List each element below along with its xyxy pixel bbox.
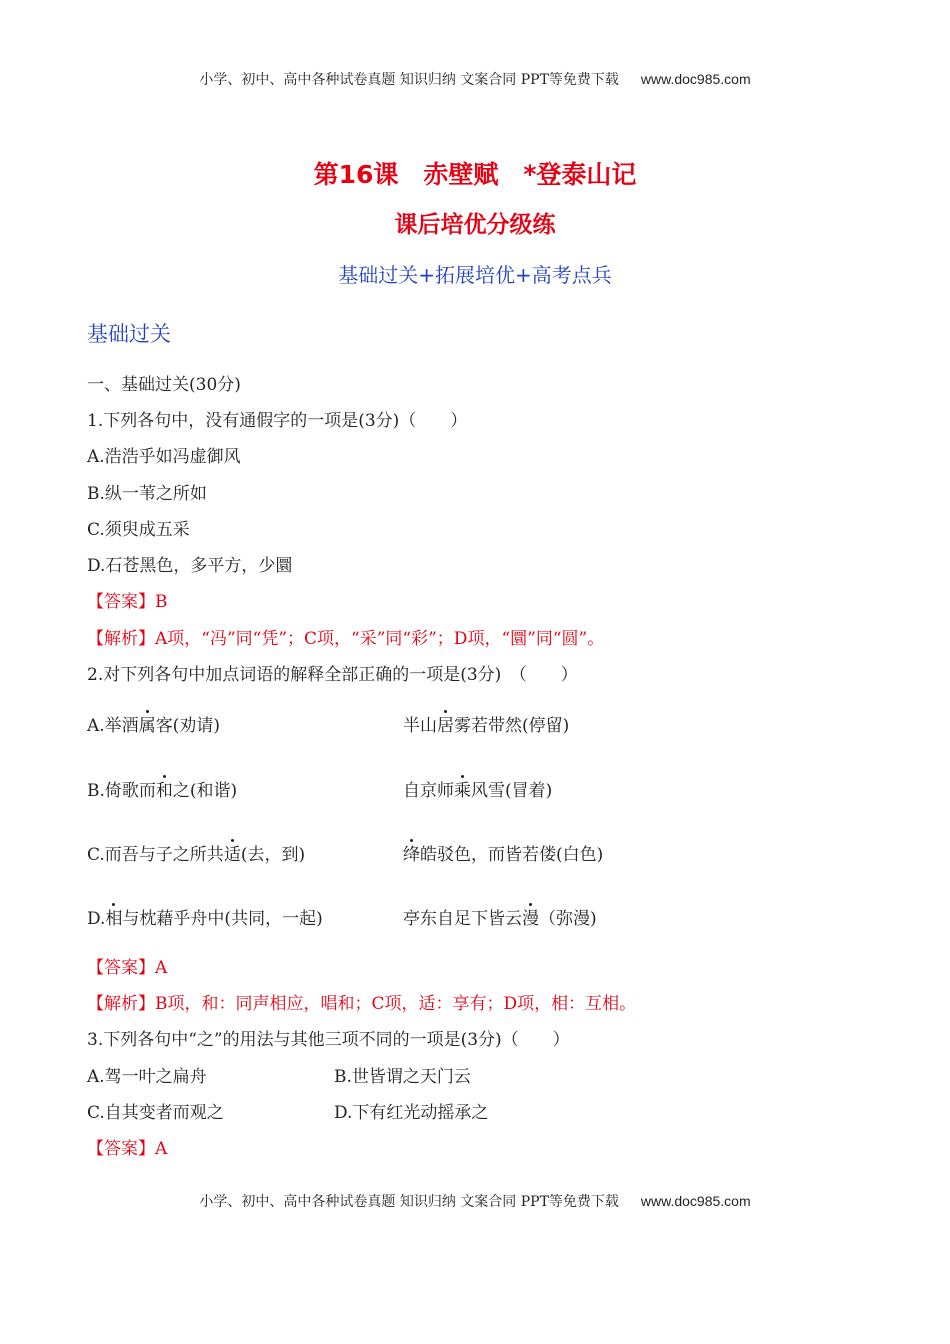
emphasis-char: 绛 [403,845,420,865]
q2-option-left: D.相与枕藉乎舟中(共同，一起) [87,909,323,929]
q3-option: D.下有红光动摇承之 [334,1103,489,1123]
q1-option: B.纵一苇之所如 [87,484,207,504]
emphasis-char: 居 [437,716,454,736]
page-header [0,69,950,89]
part-heading: 一、基础过关(30分) [87,375,241,395]
q2-option-right: 自京师乘风雪(冒着) [403,781,553,801]
q2-option-right: 半山居雾若带然(停留) [403,716,570,736]
q1-option: D.石苍黑色，多平方，少圜 [87,556,293,576]
emphasis-char: 和 [155,781,173,801]
emphasis-char: 相 [105,909,123,929]
q3-answer: 【答案】A [87,1139,168,1159]
q3-option: C.自其变者而观之 [87,1103,224,1123]
q1-option: C.须臾成五采 [87,520,190,540]
emphasis-char: 乘 [454,781,471,801]
q2-answer: 【答案】A [87,958,168,978]
doc-title: 第16课 赤壁赋 *登泰山记 [313,160,637,189]
doc-tagline: 基础过关+拓展培优+高考点兵 [338,263,612,287]
q1-answer: 【答案】B [87,592,168,612]
emphasis-char: 适 [223,845,241,865]
q2-option-left: C.而吾与子之所共适(去，到) [87,845,306,865]
header-url[interactable]: www.doc985.com [640,71,751,87]
q3-option: A.驾一叶之扁舟 [87,1067,207,1087]
q1-stem: 1.下列各句中，没有通假字的一项是(3分)（ ） [87,411,468,431]
emphasis-char: 漫 [522,909,539,929]
header-text: 小学、初中、高中各种试卷真题 知识归纳 文案合同 PPT等免费下载 [199,72,619,88]
q2-option-right: 绛皓驳色，而皆若偻(白色) [403,845,604,865]
q1-analysis: 【解析】A项，“冯”同“凭”；C项，“采”同“彩”；D项，“圜”同“圆”。 [87,629,605,649]
q2-option-left: B.倚歌而和之(和谐) [87,781,238,801]
section-heading: 基础过关 [87,322,171,346]
footer-url[interactable]: www.doc985.com [640,1193,751,1209]
q3-option: B.世皆谓之天门云 [334,1067,471,1087]
q2-option-right: 亭东自足下皆云漫（弥漫) [403,909,597,929]
emphasis-char: 属 [138,716,156,736]
footer-text: 小学、初中、高中各种试卷真题 知识归纳 文案合同 PPT等免费下载 [199,1194,619,1210]
doc-subtitle: 课后培优分级练 [394,212,556,238]
q3-stem: 3.下列各句中“之”的用法与其他三项不同的一项是(3分)（ ） [87,1030,570,1050]
q2-stem: 2.对下列各句中加点词语的解释全部正确的一项是(3分) （ ） [87,665,578,685]
page-footer [0,1191,950,1211]
q2-analysis: 【解析】B项，和：同声相应，唱和；C项，适：享有；D项，相：互相。 [87,994,637,1014]
q1-option: A.浩浩乎如冯虚御风 [87,447,241,467]
q2-option-left: A.举酒属客(劝请) [87,716,220,736]
